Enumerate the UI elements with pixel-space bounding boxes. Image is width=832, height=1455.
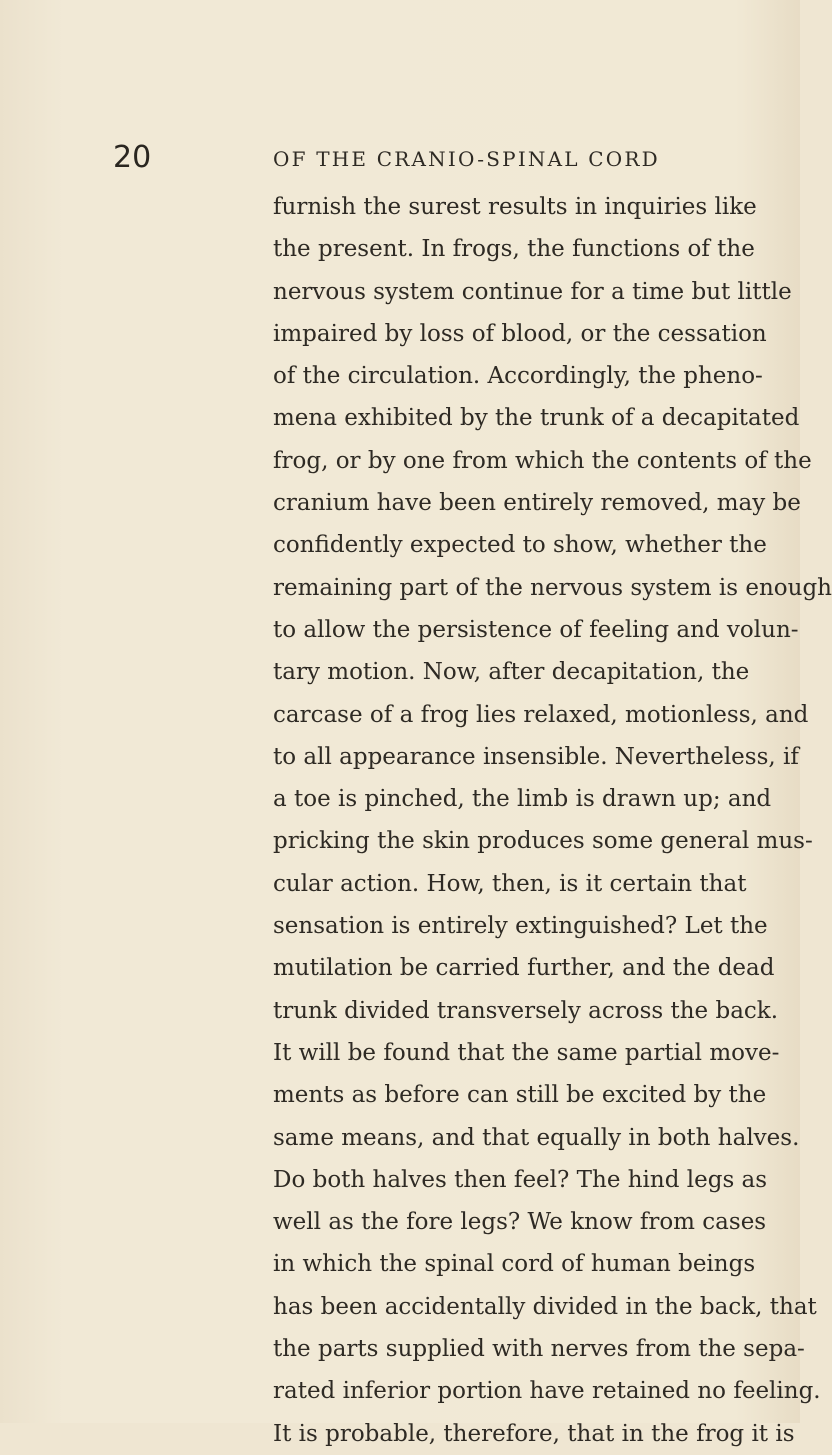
text-line: same means, and that equally in both halves. bbox=[273, 1124, 800, 1151]
text-line: of the circulation. Accordingly, the pheno- bbox=[273, 363, 763, 390]
text-line: a toe is pinched, the limb is drawn up; and bbox=[273, 786, 772, 813]
text-line: furnish the surest results in inquiries like bbox=[273, 194, 757, 220]
text-line: impaired by loss of blood, or the cessation bbox=[273, 320, 767, 347]
text-line: to all appearance insensible. Nevertheless, if bbox=[273, 743, 799, 770]
text-line: Do both halves then feel? The hind legs as bbox=[273, 1166, 768, 1193]
text-line: the present. In frogs, the functions of the bbox=[273, 236, 755, 263]
text-line: in which the spinal cord of human beings bbox=[273, 1251, 756, 1278]
text-line: confidently expected to show, whether the bbox=[273, 532, 767, 559]
text-line: to allow the persistence of feeling and volun- bbox=[273, 616, 799, 643]
text-line: carcase of a frog lies relaxed, motionless, and bbox=[273, 701, 809, 728]
text-line: pricking the skin produces some general mus- bbox=[273, 828, 813, 855]
text-line: sensation is entirely extinguished? Let the bbox=[273, 913, 768, 940]
text-line: tary motion. Now, after decapitation, the bbox=[273, 659, 750, 686]
text-line: cular action. How, then, is it certain that bbox=[273, 870, 747, 897]
text-line: mena exhibited by the trunk of a decapitated bbox=[273, 405, 800, 432]
text-line: frog, or by one from which the contents of the bbox=[273, 447, 812, 474]
text-line: nervous system continue for a time but little bbox=[273, 278, 792, 305]
text-line: ments as before can still be excited by the bbox=[273, 1082, 767, 1109]
text-line: the parts supplied with nerves from the sepa- bbox=[273, 1336, 805, 1363]
text-line: trunk divided transversely across the back. bbox=[273, 997, 779, 1024]
text-line: has been accidentally divided in the back, that bbox=[273, 1293, 817, 1320]
text-line: remaining part of the nervous system is enough bbox=[273, 574, 832, 601]
text-line: It will be found that the same partial move- bbox=[273, 1039, 780, 1066]
body-text bbox=[273, 186, 832, 1455]
text-line: mutilation be carried further, and the dead bbox=[273, 955, 775, 982]
running-head: OF THE CRANIO-SPINAL CORD bbox=[273, 147, 660, 171]
text-line: rated inferior portion have retained no feeling. bbox=[273, 1378, 821, 1405]
text-line: It is probable, therefore, that in the frog it is bbox=[273, 1420, 795, 1447]
text-line: well as the fore legs? We know from cases bbox=[273, 1209, 767, 1236]
text-line: cranium have been entirely removed, may be bbox=[273, 490, 801, 517]
page-number: 20 bbox=[113, 140, 152, 175]
